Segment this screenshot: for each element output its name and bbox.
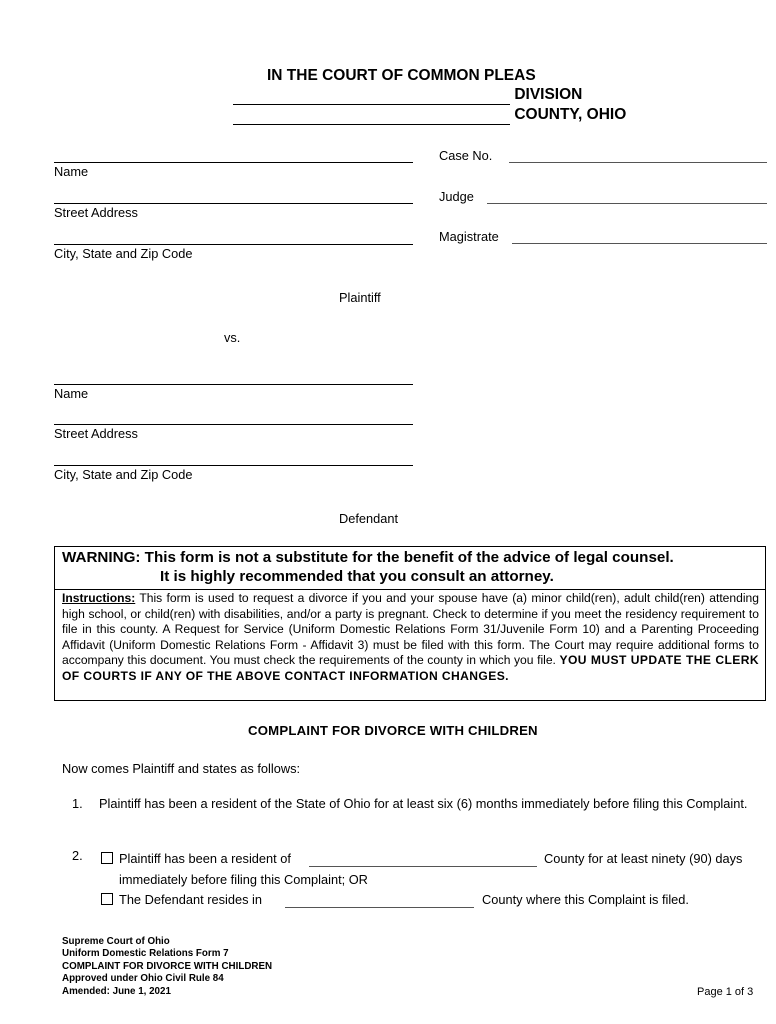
defendant-street-label: Street Address <box>54 426 138 441</box>
option-1-text-b: County for at least ninety (90) days <box>544 851 743 866</box>
footer-line-4: Approved under Ohio Civil Rule 84 <box>62 973 224 985</box>
footer-line-1: Supreme Court of Ohio <box>62 936 170 947</box>
plaintiff-street-label: Street Address <box>54 205 138 220</box>
option-defendant-resides-checkbox[interactable] <box>101 893 113 905</box>
magistrate-field[interactable] <box>512 243 767 244</box>
option-2-text-b: County where this Complaint is filed. <box>482 892 689 907</box>
defendant-city-field[interactable] <box>54 465 413 466</box>
judge-field[interactable] <box>487 203 767 204</box>
warning-box <box>54 546 766 701</box>
instructions-label: Instructions: <box>62 591 136 605</box>
option-1-text-c: immediately before filing this Complaint; OR <box>119 872 368 887</box>
instructions-text <box>62 591 759 685</box>
plaintiff-street-field[interactable] <box>54 203 413 204</box>
option-2-text-a: The Defendant resides in <box>119 892 262 907</box>
county-blank[interactable] <box>233 106 510 125</box>
footer-block <box>62 936 272 998</box>
footer-line-2: Uniform Domestic Relations Form 7 <box>62 948 229 960</box>
versus-label: vs. <box>224 330 241 345</box>
division-blank[interactable] <box>233 86 510 105</box>
plaintiff-county-field[interactable] <box>309 866 537 867</box>
footer-line-5: Amended: June 1, 2021 <box>62 985 171 997</box>
plaintiff-name-field[interactable] <box>54 162 413 163</box>
judge-label: Judge <box>439 189 474 204</box>
footer-line-3: COMPLAINT FOR DIVORCE WITH CHILDREN <box>62 960 273 972</box>
item-1-text: Plaintiff has been a resident of the State of Ohio for at least six (6) months immediately before filing this Complaint. <box>99 796 748 811</box>
instructions-caps: YOU MUST UPDATE THE CLERK OF COURTS IF ANY OF THE ABOVE CONTACT INFORMATION CHANGES. <box>62 653 759 683</box>
county-line <box>233 106 626 125</box>
magistrate-label: Magistrate <box>439 229 499 244</box>
warning-line-2: It is highly recommended that you consult an attorney. <box>160 568 554 585</box>
defendant-street-field[interactable] <box>54 424 413 425</box>
defendant-county-field[interactable] <box>285 907 474 908</box>
warning-line-1: WARNING: This form is not a substitute for the benefit of the advice of legal counsel. <box>62 549 674 566</box>
division-label: DIVISION <box>514 86 583 103</box>
court-title: IN THE COURT OF COMMON PLEAS <box>267 67 536 84</box>
case-no-label: Case No. <box>439 148 493 163</box>
plaintiff-role-label: Plaintiff <box>339 290 381 305</box>
defendant-name-label: Name <box>54 386 89 401</box>
option-1-text-a: Plaintiff has been a resident of <box>119 851 291 866</box>
division-line <box>233 86 582 105</box>
plaintiff-city-field[interactable] <box>54 244 413 245</box>
plaintiff-name-label: Name <box>54 164 89 179</box>
defendant-name-field[interactable] <box>54 384 413 385</box>
complaint-intro: Now comes Plaintiff and states as follows: <box>62 761 301 776</box>
case-no-field[interactable] <box>509 162 767 163</box>
page-number: Page 1 of 3 <box>697 986 754 998</box>
item-1-number: 1. <box>72 796 83 811</box>
complaint-title: COMPLAINT FOR DIVORCE WITH CHILDREN <box>248 723 538 738</box>
option-plaintiff-resident-checkbox[interactable] <box>101 852 113 864</box>
defendant-role-label: Defendant <box>339 511 399 526</box>
defendant-city-label: City, State and Zip Code <box>54 467 193 482</box>
instructions-body: This form is used to request a divorce if you and your spouse have (a) minor child(ren), adult child(ren) attending high school, or child(ren) with disabilities, and/or a party is pregnant. Check to determine if you meet the residency requirement to file in this county. A Request for Service (Uniform Domestic Relations Form 31/Juvenile Form 10) and a Parenting Proceeding Affidavit (Uniform Domestic Relations Form - Affidavit 3) must be filed with this form. The Court may require additional forms to accompany this document. You must check the requirements of the county in which you file. <box>62 591 759 668</box>
county-label: COUNTY, OHIO <box>514 106 627 123</box>
item-2-number: 2. <box>72 848 83 863</box>
plaintiff-city-label: City, State and Zip Code <box>54 246 193 261</box>
warning-header <box>55 547 765 590</box>
